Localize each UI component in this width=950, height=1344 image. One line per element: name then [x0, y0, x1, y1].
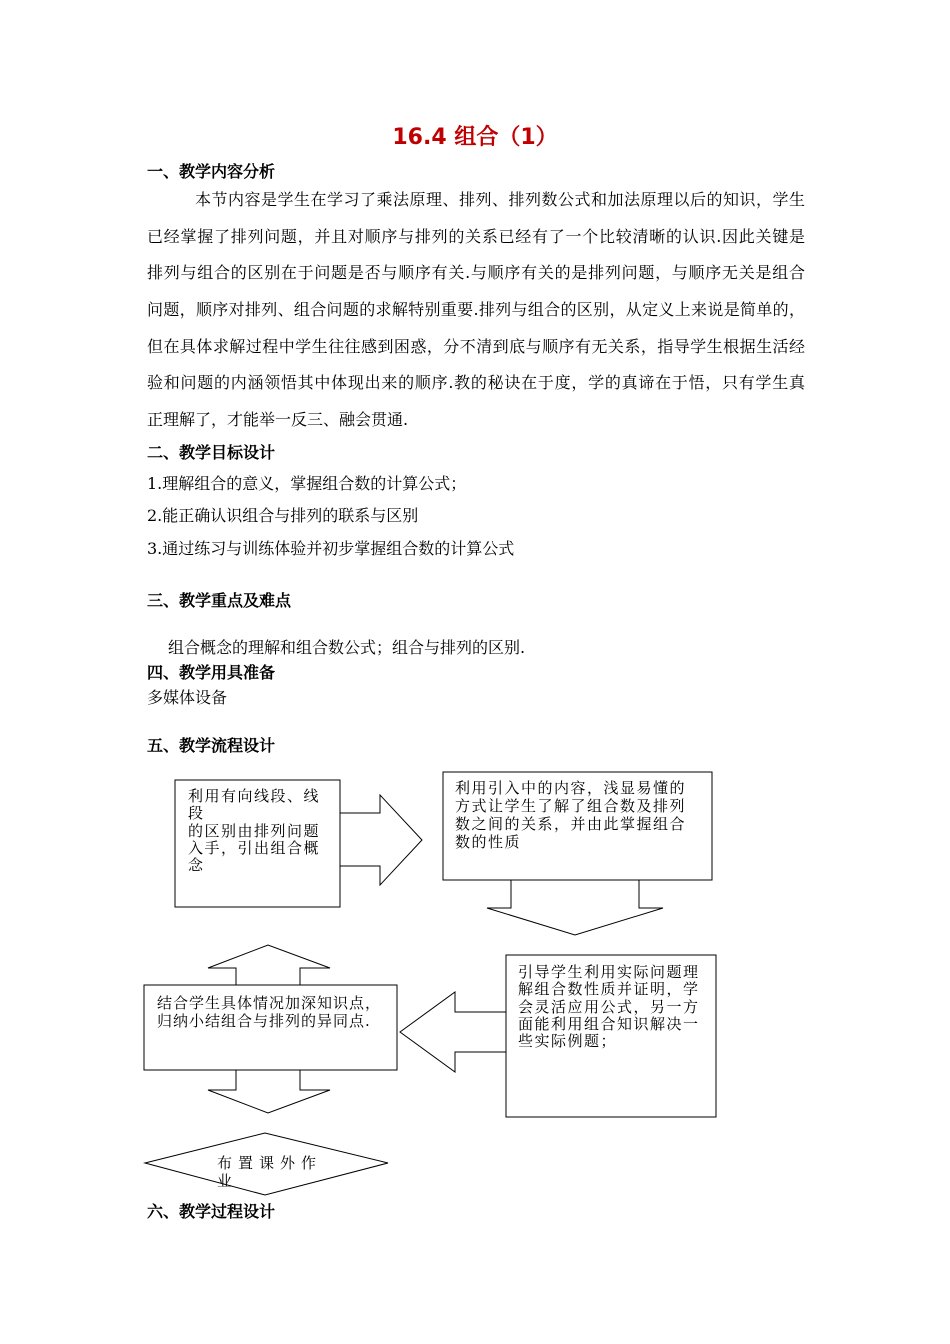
paragraph-line: 本节内容是学生在学习了乘法原理、排列、排列数公式和加法原理以后的知识，学生 [195, 190, 805, 209]
flow-text-line: 面能利用组合知识解决一 [518, 1014, 700, 1033]
flow-text-line: 念 [188, 856, 205, 875]
section-heading-flow-design: 五、教学流程设计 [147, 736, 276, 755]
tools-text: 多媒体设备 [147, 688, 228, 707]
flow-arrow-up [208, 945, 330, 985]
flow-arrow-down-1 [487, 880, 663, 935]
key-points-text: 组合概念的理解和组合数公式；组合与排列的区别. [168, 638, 526, 657]
flow-text-line: 数之间的关系，并由此掌握组合 [455, 815, 687, 833]
flow-text-line: 利用有向线段、线 [188, 787, 321, 805]
flow-box-4-text [157, 994, 381, 1030]
paragraph-line: 问题，顺序对排列、组合问题的求解特别重要.排列与组合的区别，从定义上来说是简单的， [147, 300, 805, 319]
objective-item: 1.理解组合的意义，掌握组合数的计算公式； [147, 474, 467, 493]
flow-text-line: 结合学生具体情况加深知识点， [157, 994, 382, 1012]
flow-text-line: 利用引入中的内容，浅显易懂的 [455, 779, 687, 797]
flow-text-line: 布置课外作 [217, 1154, 323, 1172]
objective-item: 2.能正确认识组合与排列的联系与区别 [147, 506, 419, 525]
section-heading-objectives: 二、教学目标设计 [147, 443, 276, 462]
flow-text-line: 段 [188, 804, 205, 823]
paragraph-line: 验和问题的内涵领悟其中体现出来的顺序.教的秘诀在于度，学的真谛在于悟，只有学生真 [147, 373, 805, 392]
paragraph-line: 已经掌握了排列问题，并且对顺序与排列的关系已经有了一个比较清晰的认识.因此关键是 [147, 227, 805, 246]
objective-item: 3.通过练习与训练体验并初步掌握组合数的计算公式 [147, 539, 515, 558]
flow-arrow-down-2 [208, 1070, 330, 1113]
flow-text-line: 些实际例题； [518, 1032, 618, 1051]
section-heading-process-design: 六、教学过程设计 [147, 1202, 276, 1221]
paragraph-line: 但在具体求解过程中学生往往感到困惑，分不清到底与顺序有无关系，指导学生根据生活经 [147, 337, 805, 356]
flow-text-line: 归纳小结组合与排列的异同点. [157, 1012, 371, 1030]
flow-text-line: 数的性质 [455, 833, 522, 851]
flow-box-2-text [455, 779, 686, 851]
section-heading-key-points: 三、教学重点及难点 [147, 591, 292, 610]
flow-text-line: 入手，引出组合概 [188, 838, 321, 857]
flow-arrow-right [340, 795, 422, 885]
flow-box-3-text [518, 964, 700, 1050]
section-heading-content-analysis: 一、教学内容分析 [147, 162, 276, 181]
flow-text-line: 方式让学生了解了组合数及排列 [455, 797, 687, 815]
paragraph-line: 排列与组合的区别在于问题是否与顺序有关.与顺序有关的是排列问题，与顺序无关是组合 [147, 263, 805, 282]
flow-text-line: 引导学生利用实际问题理 [518, 963, 700, 981]
paragraph-line: 正理解了，才能举一反三、融会贯通. [147, 410, 409, 429]
flow-text-line: 会灵活应用公式，另一方 [518, 997, 700, 1016]
flow-arrow-left [400, 992, 506, 1072]
flow-box-1-text [188, 788, 320, 874]
page-title: 16.4 组合（1） [392, 125, 558, 150]
flow-text-line: 解组合数性质并证明，学 [518, 980, 700, 999]
flow-text-line: 业 [217, 1172, 239, 1190]
flow-end-text [217, 1154, 322, 1190]
flow-text-line: 的区别由排列问题 [188, 821, 321, 840]
section-heading-tools: 四、教学用具准备 [147, 663, 276, 682]
